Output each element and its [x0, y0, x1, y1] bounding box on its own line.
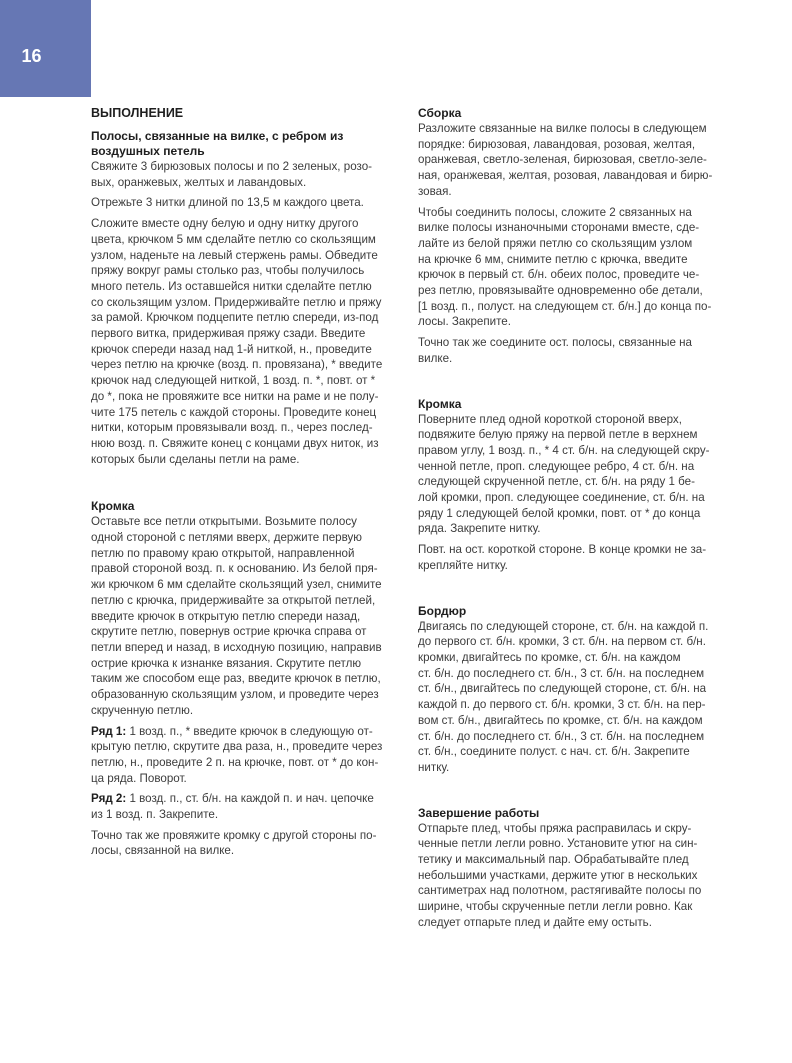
paragraph-row-1: Ряд 1: 1 возд. п., * введите крючок в следующую от- крытую петлю, скрутите два раза, н., проведите через петлю, н., проведите 2 п. на крючке, повт. от * до кон- ца ряда. Поворот.: [91, 724, 383, 785]
paragraph-assembly-order: Разложите связанные на вилке полосы в следующем порядке: бирюзовая, лавандовая, розовая, желтая, оранжевая, светло-зеленая, бирюзовая, светло-зеле- ная, оранжевая, желтая, розовая, лавандовая и бирю- зовая.: [418, 122, 713, 198]
heading-edge-right: Кромка: [418, 396, 462, 411]
paragraph-strips-count: Свяжите 3 бирюзовых полосы и по 2 зеленых, розо- вых, оранжевых, желтых и лавандовых.: [91, 160, 373, 189]
row-2-label: Ряд 2:: [91, 792, 127, 806]
paragraph-loom-instructions: Сложите вместе одну белую и одну нитку другого цвета, крючком 5 мм сделайте петлю со скользящим узлом, наденьте на левый стержень рамы. Обведите пряжу вокруг рамы столько раз, чтобы получилось много петель. Из оставшейся нитки сделайте петлю со скользящим узлом. Придерживайте петлю и пряжу за рамой. Крючком подцепите петлю спереди, из-под первого витка, придерживая пряжу сзади. Введите крючок спереди назад над 1-й ниткой, н., проведите через петлю на крючке (возд. п. провязана), * введите крючок над следующей ниткой, 1 возд. п. *, повт. от * до *, пока не провяжите все нитки на раме и не полу- чите 175 петель с каждой стороны. Проведите конец нитки, которым провязывали возд. п., через послед- нюю возд. п. Свяжите конец с концами двух ниток, из которых были сделаны петли на раме.: [91, 217, 383, 466]
heading-edge-left: Кромка: [91, 499, 135, 514]
page-number-tab: [0, 0, 91, 97]
right-column: [418, 106, 734, 931]
section-title-execution: ВЫПОЛНЕНИЕ: [91, 106, 184, 120]
paragraph-cut-threads: Отрежьте 3 нитки длиной по 13,5 м каждого цвета.: [91, 196, 364, 210]
paragraph-edge-instructions: Оставьте все петли открытыми. Возьмите полосу одной стороной с петлями вверх, держите первую петлю по правому краю открытой, направленной правой стороной возд. п. к основанию. Из белой пря- жи крючком 6 мм сделайте скользящий узел, снимите петлю с крючка, придерживайте за открытой петлей, введите крючок в открытую петлю спереди назад, скрутите петлю, повернув острие крючка справа от петли вперед и назад, в исходную позицию, направив острие крючка к изнанке вязания. Скрутите петлю таким же способом еще раз, введите крючок в петлю, образованную скользящим узлом, и проведите через скрученную петлю.: [91, 515, 382, 717]
page-number: 16: [21, 46, 42, 66]
paragraph-join-remaining: Точно так же соедините ост. полосы, связанные на вилке.: [418, 336, 692, 365]
paragraph-edge-blanket: Поверните плед одной короткой стороной вверх, подвяжите белую пряжу на первой петле в верхнем правом углу, 1 возд. п., * 4 ст. б/н. на следующей скру- ченной петле, проп. следующее ребро, 4 ст. б/н. на следующей скрученной петле, ст. б/н. на ряду 1 бе- лой кромки, проп. следующее соединение, ст. б/н. на ряду 1 следующей белой кромки, повт. от * до конца ряда. Закрепите нитку.: [418, 412, 710, 536]
heading-border: Бордюр: [418, 603, 467, 618]
heading-finishing: Завершение работы: [418, 805, 540, 820]
left-column: [91, 106, 411, 859]
heading-assembly: Сборка: [418, 106, 462, 120]
row-1-label: Ряд 1:: [91, 724, 127, 738]
paragraph-border: Двигаясь по следующей стороне, ст. б/н. на каждой п. до первого ст. б/н. кромки, 3 ст. б/н. на первом ст. б/н. кромки, двигайтесь по кромке, ст. б/н. на каждом ст. б/н. до последнего ст. б/н., 3 ст. б/н. на последнем ст. б/н., двигайтесь по следующей стороне, ст. б/н. на каждой п. до первого ст. б/н. кромки, 3 ст. б/н. на пер- вом ст. б/н., двигайтесь по кромке, ст. б/н. на каждом ст. б/н. до последнего ст. б/н., 3 ст. б/н. на последнем ст. б/н., соедините полуст. с нач. ст. б/н. Закрепите нитку.: [418, 619, 709, 774]
paragraph-row-2: Ряд 2: 1 возд. п., ст. б/н. на каждой п. и нач. цепочке из 1 возд. п. Закрепите.: [91, 792, 374, 822]
heading-strips-with-chain-rib: Полосы, связанные на вилке, с ребром из воздушных петель: [91, 129, 344, 158]
paragraph-finishing: Отпарьте плед, чтобы пряжа расправилась и скру- ченные петли легли ровно. Установите утюг на син- тетику и максимальный пар. Обрабатывайте плед небольшими участками, держите утюг в нескольких сантиметрах над полотном, растягивайте полосы по ширине, чтобы скрученные петли легли ровно. Как следует отпарьте плед и дайте ему остыть.: [418, 821, 702, 929]
paragraph-edge-repeat: Повт. на ост. короткой стороне. В конце кромки не за- крепляйте нитку.: [418, 543, 707, 572]
paragraph-edge-other-side: Точно так же провяжите кромку с другой стороны по- лосы, связанной на вилке.: [91, 828, 377, 858]
paragraph-joining-strips: Чтобы соединить полосы, сложите 2 связанных на вилке полосы изнаночными сторонами вместе, сде- лайте из белой пряжи петлю со скользящим узлом на крючке 6 мм, снимите петлю с крючка, введите крючок в первый ст. б/н. обеих полос, проведите че- рез петлю, провязывайте одновременно обе детали, [1 возд. п., полуст. на следующем ст. б/н.] до конца по- лосы. Закрепите.: [418, 205, 712, 329]
